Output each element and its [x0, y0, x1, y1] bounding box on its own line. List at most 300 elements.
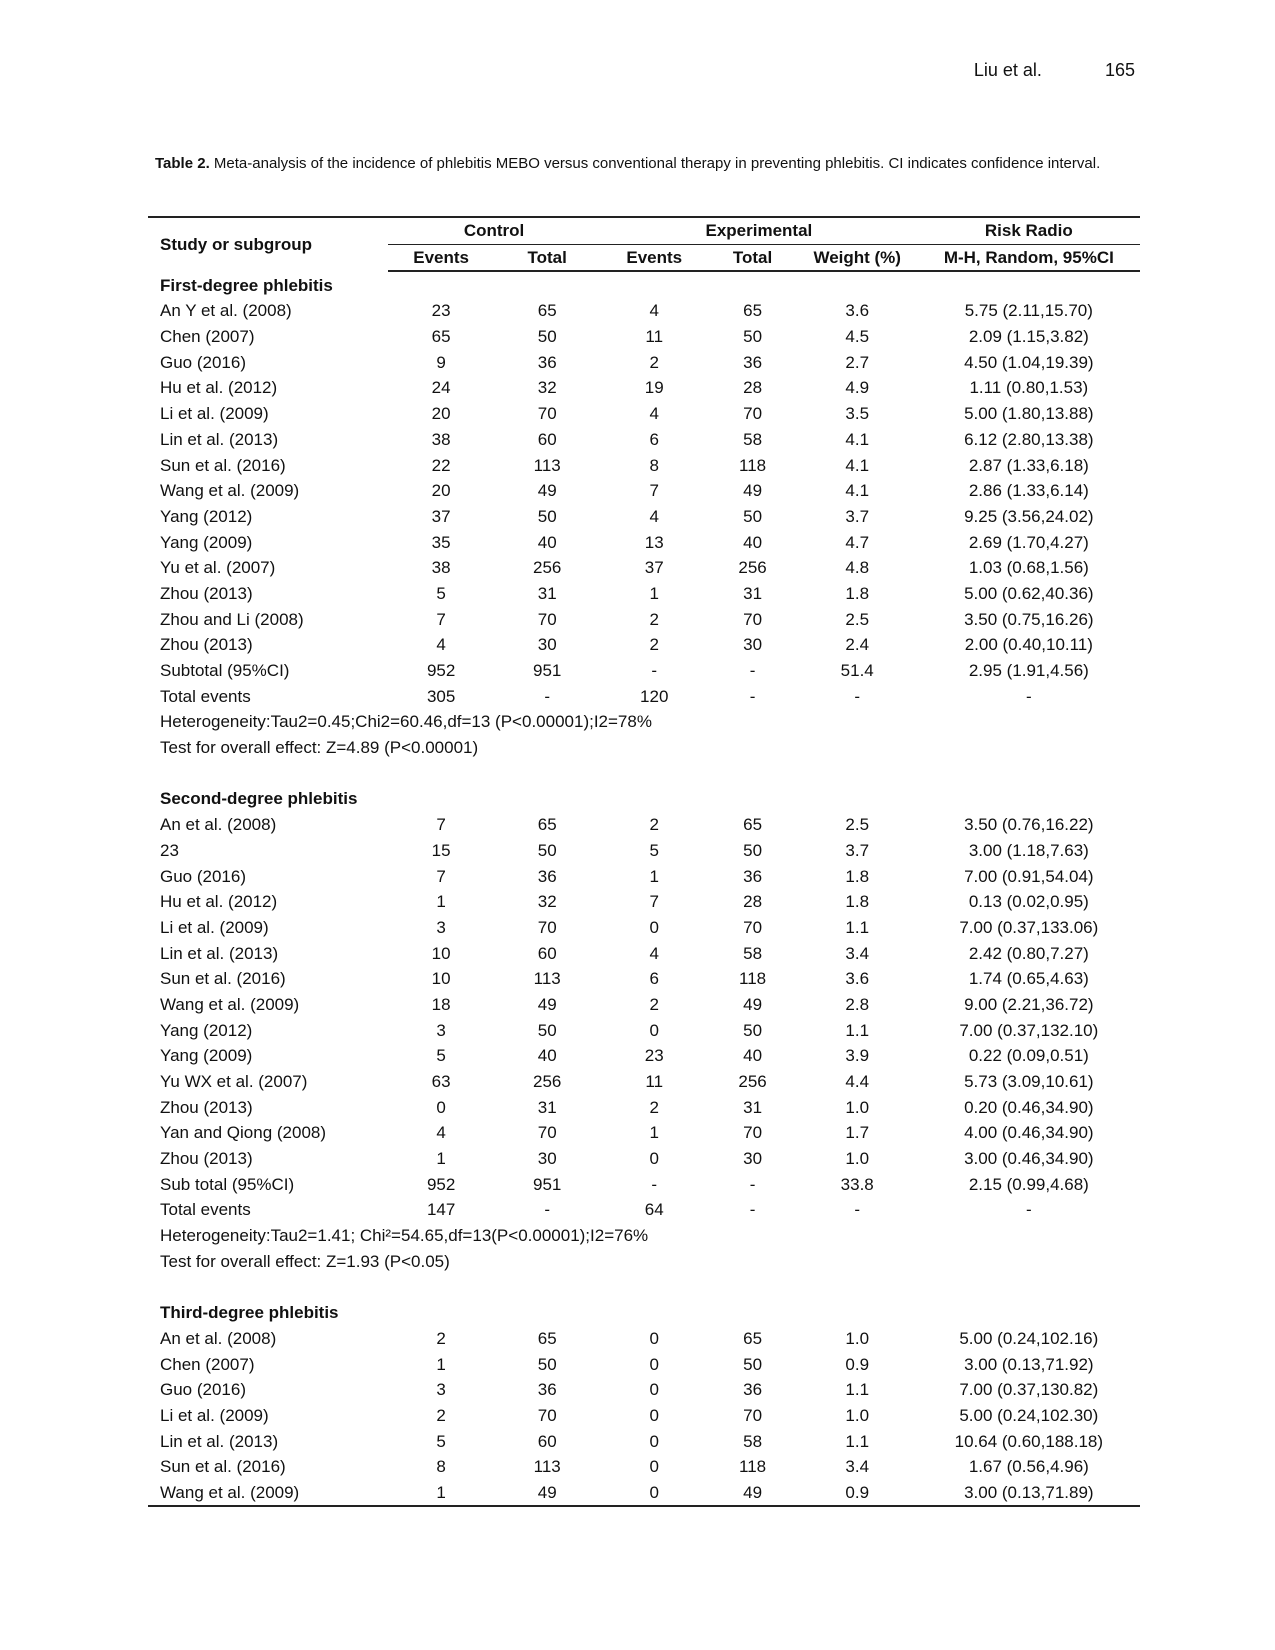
control-events-cell: 35 — [431, 532, 451, 552]
overall-note: Test for overall effect: Z=4.89 (P<0.00001) — [160, 738, 479, 758]
exp-events-cell: 0 — [649, 1431, 659, 1451]
study-cell: Zhou (2013) — [160, 583, 253, 603]
risk-ratio-cell: 9.25 (3.56,24.02) — [964, 506, 1094, 526]
exp-events-cell: 2 — [649, 815, 659, 835]
control-total-cell: 30 — [537, 1149, 557, 1169]
table-caption — [155, 154, 1140, 173]
heterogeneity-row — [148, 1223, 1140, 1249]
exp-events-cell: 4 — [649, 301, 659, 321]
control-total-cell: 70 — [537, 1405, 557, 1425]
exp-total-cell: 50 — [743, 327, 763, 347]
exp-total-cell: 50 — [743, 840, 763, 860]
control-events-cell: 4 — [436, 1123, 446, 1143]
exp-total-cell: 50 — [743, 1020, 763, 1040]
risk-ratio-cell: 2.15 (0.99,4.68) — [968, 1174, 1089, 1194]
control-events-cell: 1 — [436, 892, 446, 912]
exp-total-cell: - — [749, 1174, 756, 1194]
risk-ratio-cell: 3.50 (0.75,16.26) — [964, 609, 1094, 629]
table-row — [148, 1120, 1140, 1146]
control-events-cell: 1 — [388, 1480, 494, 1507]
table-row — [148, 1454, 1140, 1480]
table-row — [148, 889, 1140, 915]
table-row — [148, 1043, 1140, 1069]
control-events-cell: 18 — [431, 994, 451, 1014]
weight-cell: 0.9 — [845, 1354, 870, 1374]
table-row — [148, 298, 1140, 324]
risk-ratio-cell: - — [1025, 1200, 1032, 1220]
weight-cell: 1.0 — [845, 1328, 870, 1348]
exp-total-cell: 36 — [743, 1380, 763, 1400]
table-row — [148, 401, 1140, 427]
exp-events-cell: 7 — [649, 481, 659, 501]
study-cell: Zhou (2013) — [160, 635, 253, 655]
weight-cell: 1.1 — [845, 1431, 870, 1451]
weight-cell: 1.0 — [845, 1149, 870, 1169]
exp-events-cell: 0 — [649, 1380, 659, 1400]
risk-ratio-cell: 3.00 (1.18,7.63) — [968, 840, 1089, 860]
risk-ratio-cell: 2.09 (1.15,3.82) — [968, 327, 1089, 347]
control-total-cell: 49 — [537, 481, 557, 501]
weight-cell: 0.9 — [797, 1480, 918, 1507]
exp-total-cell: 50 — [743, 506, 763, 526]
study-cell: Total events — [160, 686, 251, 706]
control-events-cell: 1 — [436, 1149, 446, 1169]
weight-cell: 4.1 — [845, 429, 870, 449]
control-events-cell: 4 — [436, 635, 446, 655]
exp-events-cell: - — [651, 661, 658, 681]
control-events-cell: 22 — [431, 455, 451, 475]
study-cell: Zhou (2013) — [160, 1097, 253, 1117]
study-cell: Yu et al. (2007) — [160, 558, 276, 578]
control-total-cell: 50 — [537, 327, 557, 347]
exp-events-cell: 4 — [649, 943, 659, 963]
weight-cell: 3.7 — [845, 506, 870, 526]
control-total-cell: 113 — [533, 969, 561, 989]
exp-events-cell: 6 — [649, 969, 659, 989]
risk-ratio-cell: 1.03 (0.68,1.56) — [968, 558, 1089, 578]
risk-ratio-cell: 10.64 (0.60,188.18) — [954, 1431, 1104, 1451]
weight-cell: 2.7 — [845, 352, 870, 372]
risk-ratio-cell: 0.20 (0.46,34.90) — [964, 1097, 1094, 1117]
table-row — [148, 1069, 1140, 1095]
exp-events-cell: 0 — [649, 1354, 659, 1374]
study-cell: Yang (2012) — [160, 506, 253, 526]
table-row — [148, 555, 1140, 581]
control-total-cell: 113 — [533, 1457, 561, 1477]
study-cell: Subtotal (95%CI) — [160, 661, 290, 681]
study-cell: Yu WX et al. (2007) — [160, 1072, 308, 1092]
section-spacer — [148, 760, 1140, 786]
exp-total-cell: 58 — [743, 1431, 763, 1451]
table-body — [148, 271, 1140, 1506]
exp-events-cell: 11 — [645, 1072, 664, 1092]
study-cell: Wang et al. (2009) — [160, 481, 300, 501]
exp-events-cell: 2 — [649, 1097, 659, 1117]
overall-row — [148, 1249, 1140, 1275]
exp-total-cell: - — [749, 686, 756, 706]
weight-cell: 4.1 — [845, 455, 870, 475]
control-events-cell: 7 — [436, 609, 446, 629]
study-cell: Sub total (95%CI) — [160, 1174, 295, 1194]
control-total-cell: 951 — [533, 1174, 562, 1194]
exp-events-cell: 1 — [649, 583, 659, 603]
study-cell: An Y et al. (2008) — [160, 301, 292, 321]
control-total-cell: 31 — [537, 1097, 557, 1117]
control-total-cell: 113 — [533, 455, 561, 475]
control-events-cell: 952 — [426, 661, 456, 681]
control-total-cell: 30 — [537, 635, 557, 655]
table-caption-label: Table 2. — [155, 155, 210, 172]
exp-total-cell: 31 — [743, 583, 763, 603]
heterogeneity-row — [148, 709, 1140, 735]
exp-events-cell: 0 — [600, 1480, 708, 1507]
exp-total-cell: 58 — [743, 943, 763, 963]
exp-total-cell: 256 — [738, 1072, 767, 1092]
exp-events-cell: 0 — [649, 1020, 659, 1040]
risk-ratio-cell: 2.69 (1.70,4.27) — [968, 532, 1089, 552]
header-control-total: Total — [494, 244, 600, 271]
risk-ratio-cell: 7.00 (0.37,130.82) — [959, 1380, 1099, 1400]
control-events-cell: 7 — [436, 866, 446, 886]
exp-total-cell: 36 — [743, 866, 763, 886]
weight-cell: 1.1 — [845, 1380, 870, 1400]
exp-events-cell: 19 — [644, 378, 664, 398]
exp-events-cell: 6 — [649, 429, 659, 449]
study-cell: Guo (2016) — [160, 352, 246, 372]
study-cell: Hu et al. (2012) — [160, 378, 278, 398]
table-row — [148, 529, 1140, 555]
control-total-cell: 49 — [537, 994, 557, 1014]
control-total-cell: 65 — [537, 301, 557, 321]
weight-cell: 3.6 — [845, 301, 870, 321]
study-cell: Yang (2012) — [160, 1020, 253, 1040]
control-total-cell: 36 — [537, 866, 557, 886]
risk-ratio-cell: 2.87 (1.33,6.18) — [968, 455, 1089, 475]
risk-ratio-cell: 2.95 (1.91,4.56) — [968, 661, 1089, 681]
control-total-cell: 50 — [537, 840, 557, 860]
meta-analysis-table — [148, 216, 1140, 1507]
risk-ratio-cell: 5.00 (0.24,102.30) — [959, 1405, 1099, 1425]
running-head — [974, 60, 1135, 81]
table-row — [148, 478, 1140, 504]
exp-events-cell: 13 — [644, 532, 664, 552]
weight-cell: 1.8 — [845, 892, 870, 912]
exp-total-cell: 58 — [743, 429, 763, 449]
weight-cell: 2.8 — [845, 994, 870, 1014]
study-cell: Yang (2009) — [160, 532, 253, 552]
risk-ratio-cell: 1.67 (0.56,4.96) — [968, 1457, 1089, 1477]
exp-total-cell: 40 — [743, 1046, 763, 1066]
table-caption-text: Meta-analysis of the incidence of phlebitis MEBO versus conventional therapy in preventing phlebitis. CI indicates confidence interval. — [213, 155, 1101, 172]
weight-cell: 4.9 — [845, 378, 870, 398]
exp-events-cell: 4 — [649, 506, 659, 526]
table-row — [148, 1094, 1140, 1120]
control-events-cell: 5 — [436, 583, 446, 603]
weight-cell: 4.7 — [845, 532, 870, 552]
control-events-cell: 2 — [436, 1405, 446, 1425]
table-row — [148, 940, 1140, 966]
weight-cell: 3.4 — [845, 1457, 870, 1477]
control-total-cell: 32 — [537, 892, 557, 912]
header-mh: M-H, Random, 95%CI — [918, 244, 1140, 271]
study-cell: Zhou and Li (2008) — [160, 609, 304, 629]
table-row — [148, 915, 1140, 941]
control-events-cell: 9 — [436, 352, 446, 372]
control-total-cell: 36 — [537, 352, 557, 372]
risk-ratio-cell: 5.00 (1.80,13.88) — [964, 404, 1094, 424]
control-events-cell: 305 — [426, 686, 456, 706]
control-total-cell: 256 — [533, 1072, 562, 1092]
exp-events-cell: 11 — [645, 327, 664, 347]
risk-ratio-cell: 1.74 (0.65,4.63) — [968, 969, 1089, 989]
control-events-cell: 8 — [436, 1457, 446, 1477]
table-row — [148, 1428, 1140, 1454]
control-events-cell: 10 — [431, 969, 451, 989]
exp-total-cell: 50 — [743, 1354, 763, 1374]
study-cell: Li et al. (2009) — [160, 917, 269, 937]
table-row — [148, 966, 1140, 992]
control-events-cell: 15 — [431, 840, 451, 860]
weight-cell: 4.5 — [845, 327, 870, 347]
weight-cell: 3.7 — [845, 840, 870, 860]
control-events-cell: 20 — [431, 404, 451, 424]
overall-note: Test for overall effect: Z=1.93 (P<0.05) — [160, 1251, 450, 1271]
control-events-cell: 20 — [431, 481, 451, 501]
exp-total-cell: 31 — [743, 1097, 763, 1117]
control-total-cell: 70 — [537, 917, 557, 937]
weight-cell: 3.5 — [845, 404, 870, 424]
exp-total-cell: 65 — [743, 815, 763, 835]
exp-total-cell: 70 — [743, 404, 763, 424]
exp-events-cell: - — [651, 1174, 658, 1194]
table-row — [148, 863, 1140, 889]
table-row — [148, 1403, 1140, 1429]
exp-events-cell: 2 — [649, 635, 659, 655]
weight-cell: 1.1 — [845, 917, 870, 937]
exp-total-cell: 118 — [739, 1457, 767, 1477]
control-total-cell: 49 — [494, 1480, 600, 1507]
section-spacer — [148, 1274, 1140, 1300]
control-events-cell: 38 — [431, 429, 451, 449]
table-row — [148, 632, 1140, 658]
table-row — [148, 452, 1140, 478]
study-cell: Lin et al. (2013) — [160, 1431, 279, 1451]
study-cell: Chen (2007) — [160, 327, 255, 347]
risk-ratio-cell: 2.86 (1.33,6.14) — [968, 481, 1089, 501]
exp-events-cell: 0 — [649, 1328, 659, 1348]
table-row — [148, 992, 1140, 1018]
exp-events-cell: 64 — [644, 1200, 664, 1220]
exp-events-cell: 7 — [649, 892, 659, 912]
exp-events-cell: 1 — [649, 866, 659, 886]
table-row — [148, 1017, 1140, 1043]
exp-events-cell: 1 — [649, 1123, 659, 1143]
risk-ratio-cell: 2.00 (0.40,10.11) — [964, 635, 1093, 655]
control-total-cell: 65 — [537, 815, 557, 835]
control-total-cell: 31 — [537, 583, 557, 603]
control-events-cell: 7 — [436, 815, 446, 835]
risk-ratio-cell: 3.00 (0.46,34.90) — [964, 1149, 1094, 1169]
control-events-cell: 5 — [436, 1431, 446, 1451]
weight-cell: 3.9 — [845, 1046, 870, 1066]
table-row — [148, 1351, 1140, 1377]
weight-cell: 4.8 — [845, 558, 870, 578]
table-row — [148, 1326, 1140, 1352]
risk-ratio-cell: 3.00 (0.13,71.92) — [964, 1354, 1094, 1374]
control-total-cell: 60 — [537, 429, 557, 449]
header-control: Control — [388, 217, 600, 244]
control-total-cell: - — [544, 686, 551, 706]
table-row — [148, 349, 1140, 375]
table-row — [148, 658, 1140, 684]
control-events-cell: 0 — [436, 1097, 446, 1117]
header-study: Study or subgroup — [148, 217, 388, 271]
weight-cell: 1.0 — [845, 1097, 870, 1117]
control-total-cell: 70 — [537, 609, 557, 629]
control-total-cell: - — [544, 1200, 551, 1220]
header-risk: Risk Radio — [918, 217, 1140, 244]
header-control-events: Events — [388, 244, 494, 271]
exp-events-cell: 23 — [644, 1046, 664, 1066]
exp-total-cell: 256 — [738, 558, 767, 578]
weight-cell: 3.4 — [845, 943, 870, 963]
risk-ratio-cell: 0.22 (0.09,0.51) — [968, 1046, 1089, 1066]
exp-events-cell: 2 — [649, 994, 659, 1014]
table-row — [148, 812, 1140, 838]
weight-cell: 1.7 — [845, 1123, 870, 1143]
exp-events-cell: 120 — [640, 686, 669, 706]
spacer-cell — [148, 760, 1140, 786]
study-cell: Li et al. (2009) — [160, 1405, 269, 1425]
study-cell: Lin et al. (2013) — [160, 429, 279, 449]
study-cell: Hu et al. (2012) — [160, 892, 278, 912]
table-row — [148, 1146, 1140, 1172]
control-events-cell: 10 — [431, 943, 451, 963]
table-row — [148, 581, 1140, 607]
exp-total-cell: 30 — [743, 635, 763, 655]
header-weight: Weight (%) — [797, 244, 918, 271]
risk-ratio-cell: 1.11 (0.80,1.53) — [969, 378, 1089, 398]
study-cell: Lin et al. (2013) — [160, 943, 279, 963]
exp-events-cell: 0 — [649, 1405, 659, 1425]
risk-ratio-cell: 7.00 (0.37,133.06) — [959, 917, 1099, 937]
study-cell: Total events — [160, 1200, 251, 1220]
control-total-cell: 65 — [537, 1328, 557, 1348]
exp-total-cell: 70 — [743, 1405, 763, 1425]
control-events-cell: 2 — [436, 1328, 446, 1348]
risk-ratio-cell: 6.12 (2.80,13.38) — [964, 429, 1094, 449]
exp-total-cell: 49 — [708, 1480, 796, 1507]
control-total-cell: 256 — [533, 558, 562, 578]
study-cell: Wang et al. (2009) — [160, 994, 300, 1014]
table-row — [148, 324, 1140, 350]
exp-total-cell: 65 — [743, 301, 763, 321]
control-events-cell: 1 — [436, 1354, 446, 1374]
table-row — [148, 1171, 1140, 1197]
table-row — [148, 504, 1140, 530]
weight-cell: - — [854, 686, 861, 706]
control-events-cell: 5 — [436, 1046, 446, 1066]
header-experimental: Experimental — [600, 217, 918, 244]
risk-ratio-cell: 3.50 (0.76,16.22) — [964, 815, 1094, 835]
exp-events-cell: 2 — [649, 609, 659, 629]
section-header-row — [148, 1300, 1140, 1326]
study-cell: Chen (2007) — [160, 1354, 255, 1374]
control-total-cell: 40 — [537, 1046, 557, 1066]
exp-events-cell: 2 — [649, 352, 659, 372]
control-total-cell: 951 — [533, 661, 562, 681]
study-cell: Yang (2009) — [160, 1046, 253, 1066]
study-cell: Sun et al. (2016) — [160, 1457, 286, 1477]
weight-cell: 1.8 — [845, 866, 870, 886]
control-events-cell: 3 — [436, 917, 446, 937]
risk-ratio-cell: 5.00 (0.24,102.16) — [959, 1328, 1099, 1348]
exp-total-cell: 118 — [739, 969, 767, 989]
risk-ratio-cell: 4.00 (0.46,34.90) — [964, 1123, 1094, 1143]
header-exp-total: Total — [708, 244, 796, 271]
risk-ratio-cell: 4.50 (1.04,19.39) — [964, 352, 1094, 372]
control-events-cell: 23 — [431, 301, 451, 321]
table-row — [148, 1377, 1140, 1403]
weight-cell: 2.5 — [845, 815, 870, 835]
study-cell: Wang et al. (2009) — [148, 1480, 388, 1507]
section-header-row — [148, 271, 1140, 298]
control-total-cell: 70 — [537, 1123, 557, 1143]
weight-cell: 1.0 — [845, 1405, 870, 1425]
risk-ratio-cell: 0.13 (0.02,0.95) — [968, 892, 1089, 912]
control-total-cell: 50 — [537, 1020, 557, 1040]
study-cell: Sun et al. (2016) — [160, 455, 286, 475]
header-exp-events: Events — [600, 244, 708, 271]
control-events-cell: 38 — [431, 558, 451, 578]
exp-events-cell: 0 — [649, 1149, 659, 1169]
table-row — [148, 838, 1140, 864]
risk-ratio-cell: 5.00 (0.62,40.36) — [964, 583, 1094, 603]
exp-total-cell: - — [749, 661, 756, 681]
exp-total-cell: 36 — [743, 352, 763, 372]
study-cell: Guo (2016) — [160, 866, 246, 886]
exp-total-cell: - — [749, 1200, 756, 1220]
exp-events-cell: 8 — [649, 455, 659, 475]
study-cell: 23 — [160, 840, 179, 860]
risk-ratio-cell: - — [1025, 686, 1032, 706]
exp-total-cell: 28 — [743, 378, 763, 398]
control-total-cell: 70 — [537, 404, 557, 424]
exp-total-cell: 118 — [739, 455, 767, 475]
page-number: 165 — [1104, 60, 1135, 80]
exp-total-cell: 30 — [743, 1149, 763, 1169]
control-events-cell: 3 — [436, 1020, 446, 1040]
control-events-cell: 147 — [426, 1200, 456, 1220]
exp-total-cell: 70 — [743, 1123, 763, 1143]
control-total-cell: 36 — [537, 1380, 557, 1400]
spacer-cell — [148, 1274, 1140, 1300]
study-cell: Yan and Qiong (2008) — [160, 1123, 327, 1143]
exp-total-cell: 65 — [743, 1328, 763, 1348]
risk-ratio-cell: 3.00 (0.13,71.89) — [918, 1480, 1140, 1507]
weight-cell: 3.6 — [845, 969, 870, 989]
exp-events-cell: 0 — [649, 917, 659, 937]
weight-cell: 1.8 — [845, 583, 870, 603]
exp-events-cell: 4 — [649, 404, 659, 424]
study-cell: An et al. (2008) — [160, 1328, 277, 1348]
section-title: Second-degree phlebitis — [160, 789, 358, 809]
control-events-cell: 3 — [436, 1380, 446, 1400]
weight-cell: 33.8 — [840, 1174, 874, 1194]
table-row — [148, 1480, 1140, 1507]
study-cell: Li et al. (2009) — [160, 404, 269, 424]
table-row — [148, 375, 1140, 401]
